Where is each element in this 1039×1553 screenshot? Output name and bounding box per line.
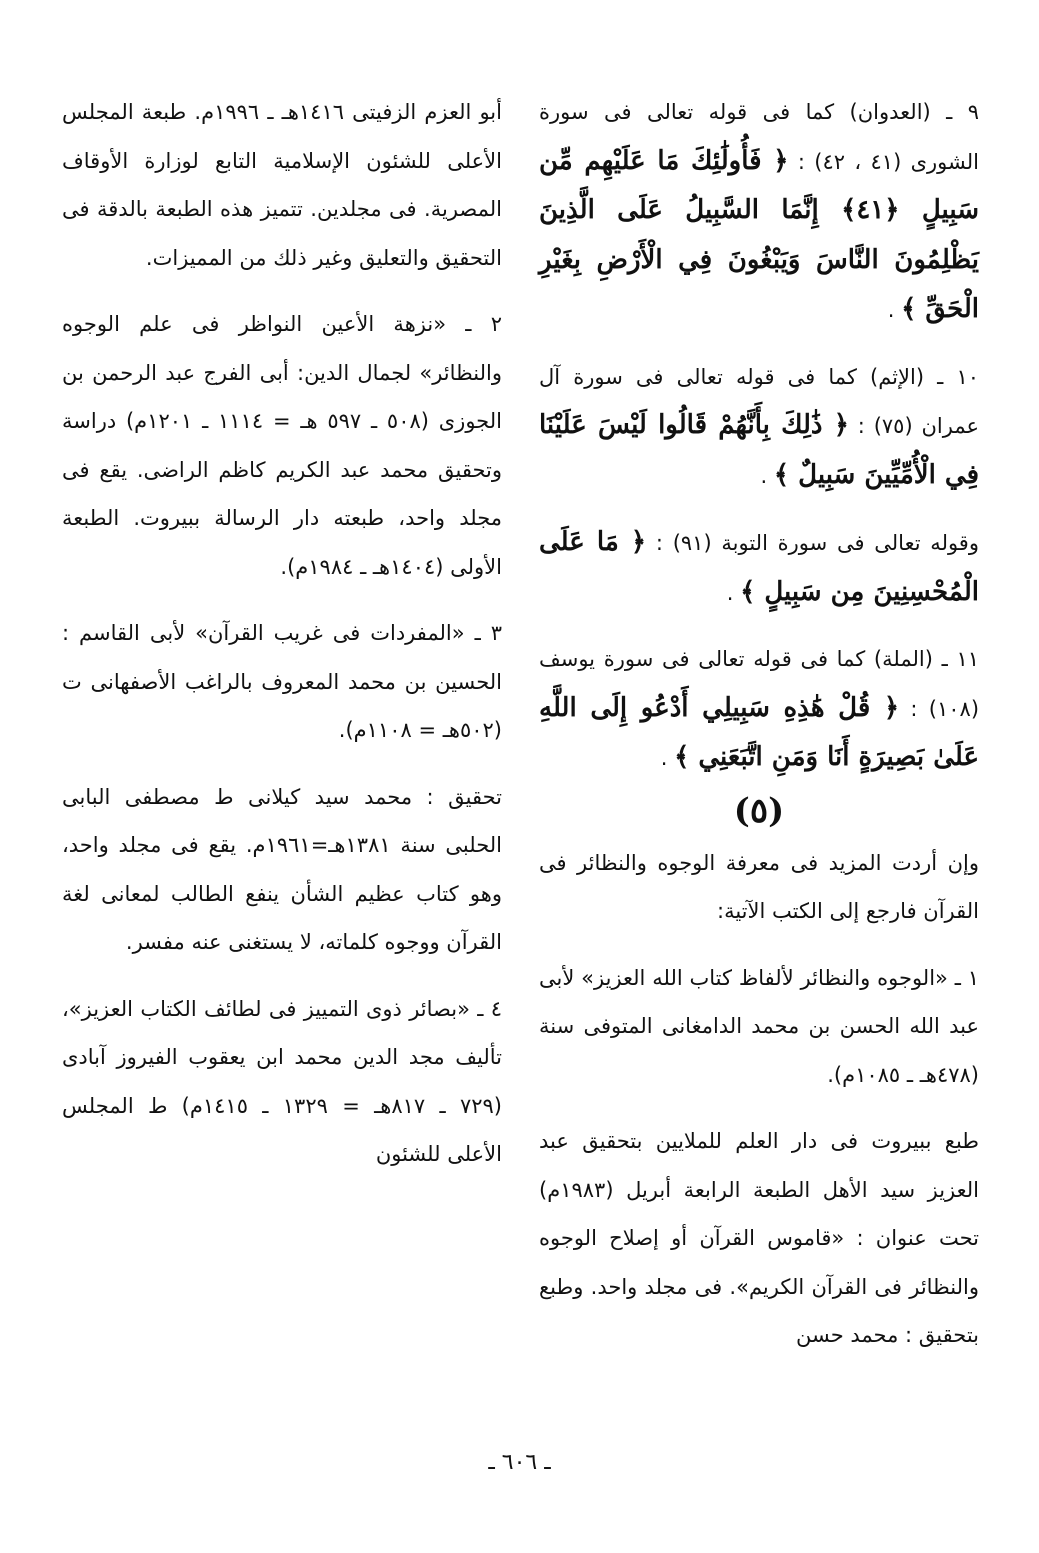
period: .: [660, 746, 668, 770]
quran-verse: ﴿ مَا عَلَى الْمُحْسِنِينَ مِن سَبِيلٍ ﴾: [539, 527, 979, 607]
quran-verse: ﴿ قُلْ هَٰذِهِ سَبِيلِي أَدْعُو إِلَى اللَّهِ عَلَىٰ بَصِيرَةٍ أَنَا وَمَنِ اتَّبَعَنِي ﴾: [539, 692, 979, 772]
period: .: [760, 463, 768, 488]
paragraph-book-1: ١ ـ «الوجوه والنظائر لألفاظ كتاب الله العزيز» لأبى عبد الله الحسن بن محمد الدامغانى المتوفى سنة (٤٧٨هـ ـ ١٠٨٥م).: [539, 965, 979, 1087]
paragraph-book-4: ٤ ـ «بصائر ذوى التمييز فى لطائف الكتاب العزيز»، تأليف مجد الدين محمد ابن يعقوب الفيروز آبادى (٧٢٩ ـ ٨١٧هـ = ١٣٢٩ ـ ١٤١٥م) ط المجلس الأعلى للشئون: [62, 996, 502, 1166]
paragraph-text: ١١ ـ (الملة) كما فى قوله تعالى فى سورة يوسف (١٠٨) :: [539, 647, 980, 721]
page-number: ـ ٦٠٦ ـ: [488, 1450, 551, 1475]
paragraph-book-3-edition: تحقيق : محمد سيد كيلانى ط مصطفى البابى الحلبى سنة ١٣٨١هـ=١٩٦١م. يقع فى مجلد واحد، وهو كتاب عظيم الشأن ينفع الطالب لمعانى لغة القرآن ووجوه كلماته، لا يستغنى عنه مفسر.: [62, 784, 502, 954]
paragraph-book-2: ٢ ـ «نزهة الأعين النواظر فى علم الوجوه والنظائر» لجمال الدين: أبى الفرج عبد الرحمن بن الجوزى (٥٠٨ ـ ٥٩٧ هـ = ١١١٤ ـ ١٢٠١م) دراسة وتحقيق محمد عبد الكريم كاظم الراضى. يقع فى مجلد واحد، طبعته دار الرسالة ببيروت. الطبعة الأولى (١٤٠٤هـ ـ ١٩٨٤م).: [62, 312, 502, 579]
period: .: [887, 298, 895, 322]
section-heading: (٥): [733, 790, 785, 831]
quran-verse: ﴿ فَأُولَٰئِكَ مَا عَلَيْهِم مِّن سَبِيلٍ ﴿٤١﴾ إِنَّمَا السَّبِيلُ عَلَى الَّذِينَ يَظْلِمُونَ النَّاسَ وَيَبْغُونَ فِي الْأَرْضِ بِغَيْرِ الْحَقِّ ﴾: [539, 145, 979, 324]
paragraph-continuation: أبو العزم الزفيتى ١٤١٦هـ ـ ١٩٩٦م. طبعة المجلس الأعلى للشئون الإسلامية التابع لوزارة الأوقاف المصرية. فى مجلدين. تتميز هذه الطبعة بالدقة فى التحقيق والتعليق وغير ذلك من المميزات.: [62, 100, 502, 270]
paragraph-item-9: [539, 88, 979, 335]
paragraph-intro: وإن أردت المزيد فى معرفة الوجوه والنظائر فى القرآن فارجع إلى الكتب الآتية:: [539, 850, 979, 923]
paragraph-text: ١٠ ـ (الإثم) كما فى قوله تعالى فى سورة آل عمران (٧٥) :: [539, 364, 979, 438]
left-column: [62, 88, 502, 1179]
paragraph-tawba: [539, 518, 979, 617]
paragraph-item-11: [539, 635, 979, 783]
paragraph-book-3: ٣ ـ «المفردات فى غريب القرآن» لأبى القاسم : الحسين بن محمد المعروف بالراغب الأصفهانى ت (٥٠٢هـ = ١١٠٨م).: [62, 621, 502, 742]
quran-verse: ﴿ ذَٰلِكَ بِأَنَّهُمْ قَالُوا لَيْسَ عَلَيْنَا فِي الْأُمِّيِّينَ سَبِيلٌ ﴾: [539, 410, 979, 490]
paragraph-item-10: [539, 353, 979, 501]
paragraph-text: وقوله تعالى فى سورة التوبة (٩١) :: [646, 531, 979, 555]
right-column: [539, 88, 979, 1360]
paragraph-text: ٩ ـ (العدوان) كما فى قوله تعالى فى سورة الشورى (٤١ ، ٤٢) :: [539, 100, 979, 174]
period: .: [726, 580, 734, 605]
paragraph-book-1-edition: طبع ببيروت فى دار العلم للملايين بتحقيق عبد العزيز سيد الأهل الطبعة الرابعة أبريل (١٩٨٣م) تحت عنوان : «قاموس القرآن أو إصلاح الوجوه والنظائر فى القرآن الكريم». فى مجلد واحد. وطبع بتحقيق : محمد حسن: [539, 1129, 979, 1347]
